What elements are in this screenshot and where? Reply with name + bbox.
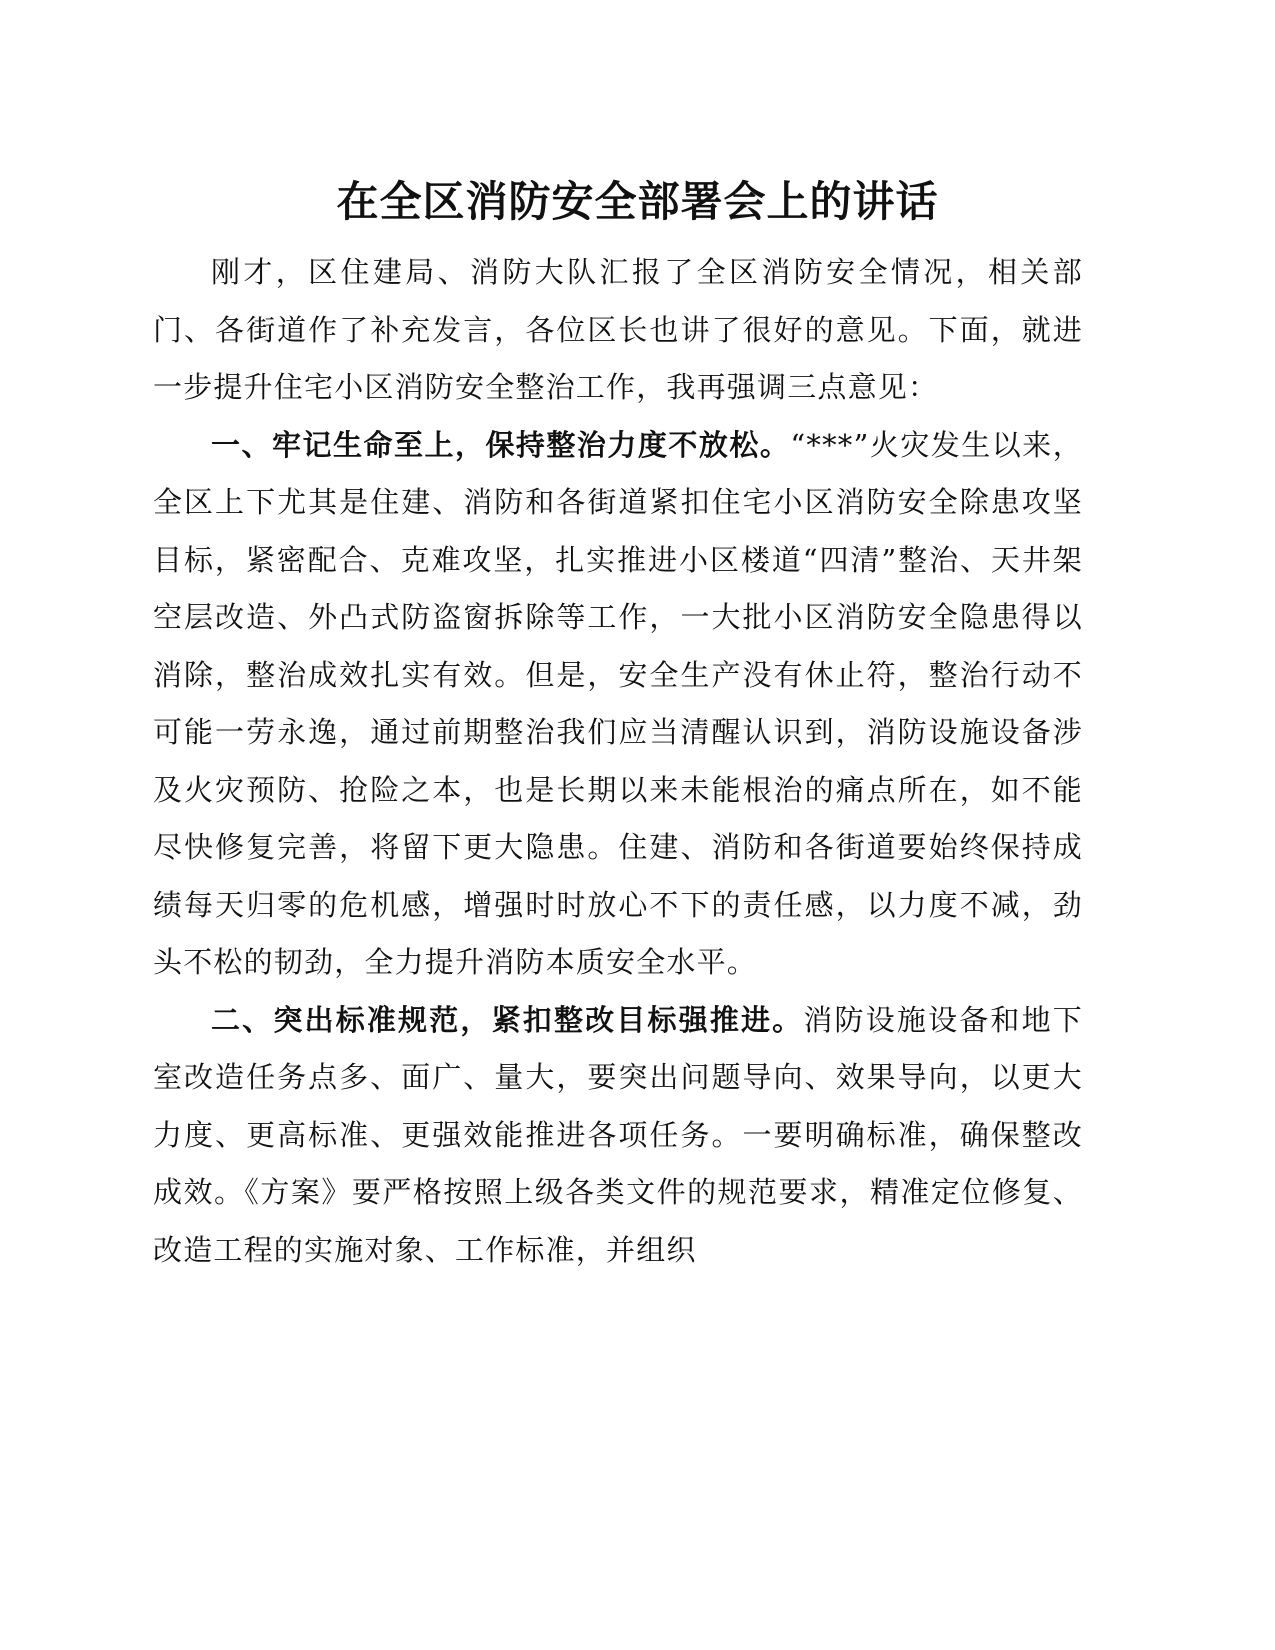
paragraph-point-one-heading: 一、牢记生命至上，保持整治力度不放松。 — [211, 427, 791, 462]
paragraph-point-one — [153, 417, 1083, 992]
paragraph-intro-text: 刚才，区住建局、消防大队汇报了全区消防安全情况，相关部门、各街道作了补充发言，各位区长也讲了很好的意见。下面，就进一步提升住宅小区消防安全整治工作，我再强调三点意见： — [153, 255, 1083, 404]
paragraph-intro — [153, 244, 1083, 417]
document-body — [153, 244, 1083, 1279]
paragraph-point-two-text: 消防设施设备和地下室改造任务点多、面广、量大，要突出问题导向、效果导向，以更大力度、更高标准、更强效能推进各项任务。一要明确标准，确保整改成效。《方案》要严格按照上级各类文件的规范要求，精准定位修复、改造工程的实施对象、工作标准，并组织 — [153, 1002, 1083, 1267]
paragraph-point-one-text: “***”火灾发生以来，全区上下尤其是住建、消防和各街道紧扣住宅小区消防安全除患攻坚目标，紧密配合、克难攻坚，扎实推进小区楼道“四清”整治、天井架空层改造、外凸式防盗窗拆除等工作，一大批小区消防安全隐患得以消除，整治成效扎实有效。但是，安全生产没有休止符，整治行动不可能一劳永逸，通过前期整治我们应当清醒认识到，消防设施设备涉及火灾预防、抢险之本，也是长期以来未能根治的痛点所在，如不能尽快修复完善，将留下更大隐患。住建、消防和各街道要始终保持成绩每天归零的危机感，增强时时放心不下的责任感，以力度不减，劲头不松的韧劲，全力提升消防本质安全水平。 — [153, 427, 1083, 979]
paragraph-point-two-heading: 二、突出标准规范，紧扣整改目标强推进。 — [211, 1002, 804, 1037]
document-title: 在全区消防安全部署会上的讲话 — [336, 177, 939, 226]
paragraph-point-two — [153, 992, 1083, 1280]
